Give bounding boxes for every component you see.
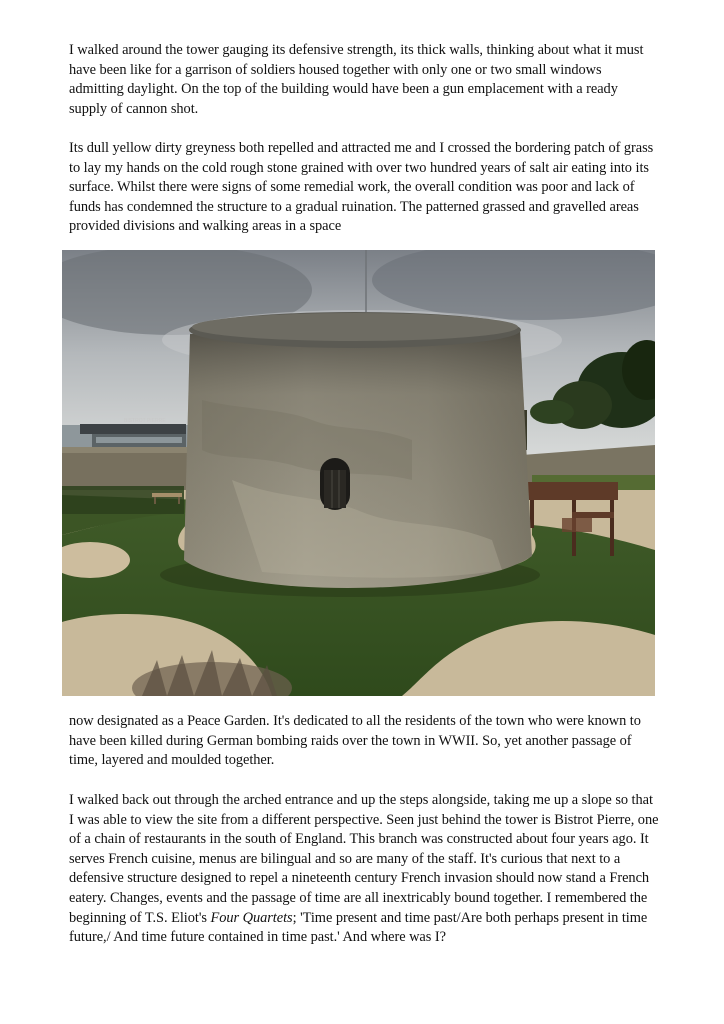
book-title: Four Quartets [210,909,293,926]
paragraph-text-start: I walked back out through the arched entrance and up the steps alongside, taking me up a slope so that I was able to view the site from a different perspective. Seen just behind the tower is Bistrot Pierre, one of a chain of restaurants in the south of England. This branch was constructed about four years ago. It serves French cuisine, menus are bilingual and so are many of the staff. It's curious that next to a defensive structure designed to repel a nineteenth century French invasion should now stand a French eatery. Changes, events and the passage of time are all inextricably bound together. I remembered the beginning of T.S. Eliot's [69,792,659,926]
martello-tower [184,312,532,588]
paragraph-bistrot-pierre [69,791,659,948]
paragraph-text-end: ; 'Time present and time past/Are both perhaps present in time future,/ And time future contained in time past.' And where was I? [69,909,648,946]
restaurant-sign: BISTROT PIERRE [124,418,166,424]
paragraph-tower-walk: I walked around the tower gauging its defensive strength, its thick walls, thinking about what it must have been like for a garrison of soldiers housed together with only one or two small windows admitting daylight. On the top of the building would have been a gun emplacement with a ready supply of cannon shot. [69,42,644,117]
paragraph-peace-garden: now designated as a Peace Garden. It's dedicated to all the residents of the town who were known to have been killed during German bombing raids over the town in WWII. So, yet another passage of time, layered and moulded together. [69,713,641,769]
paragraph-stone-description: Its dull yellow dirty greyness both repelled and attracted me and I crossed the bordering patch of grass to lay my hands on the cold rough stone grained with over two hundred years of salt air eating into its surface. Whilst there were signs of some remedial work, the overall condition was poor and lack of funds has condemned the structure to a gradual ruination. The patterned grassed and gravelled areas provided divisions and walking areas in a space [69,140,654,235]
martello-tower-photo [62,250,655,696]
